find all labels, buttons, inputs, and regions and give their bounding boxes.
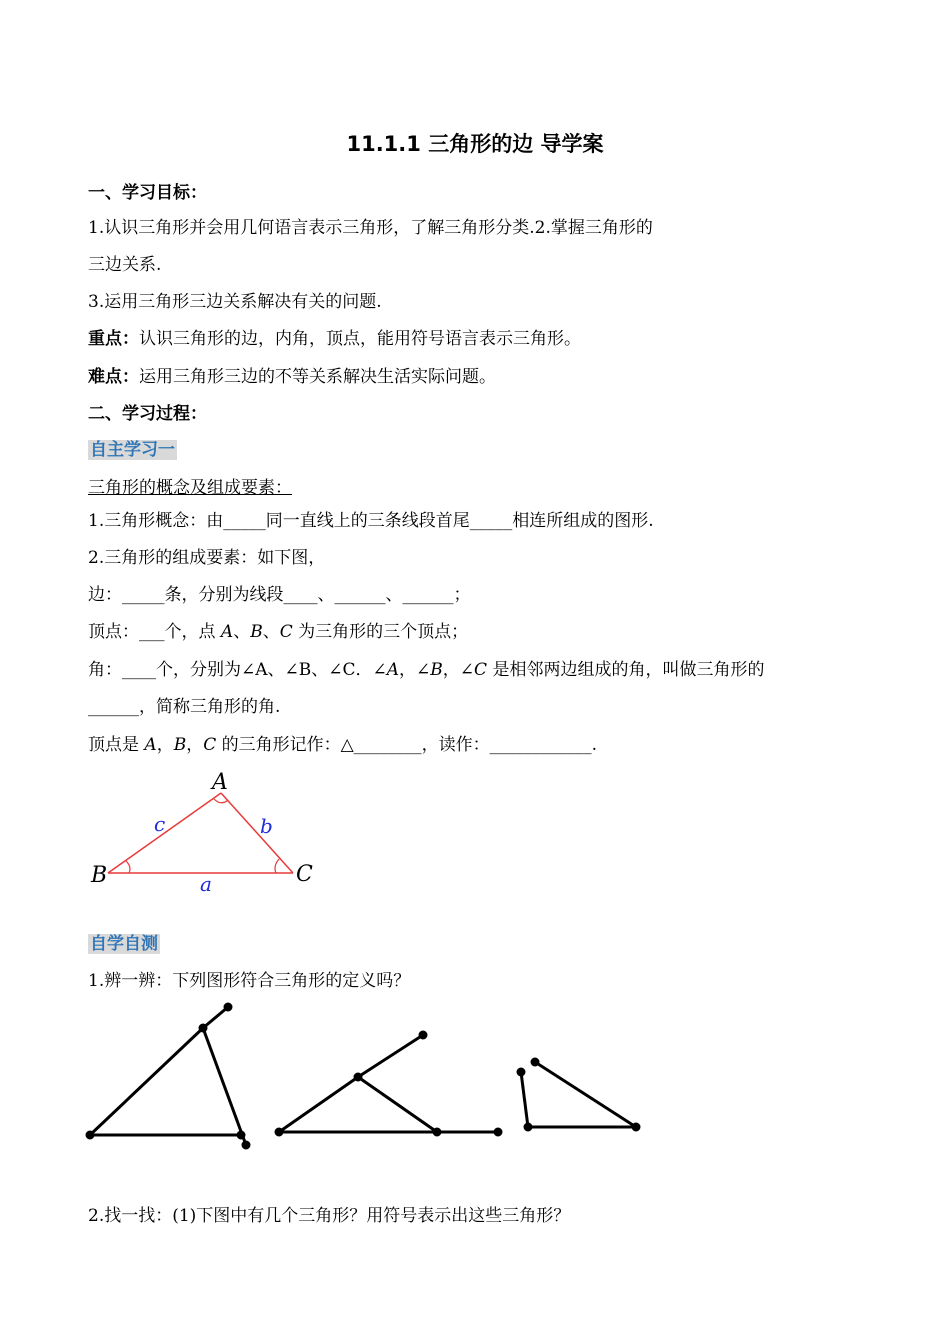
- figure-2-point: [355, 1074, 361, 1080]
- concept-line-1: 1.三角形概念：由_____同一直线上的三条线段首尾_____相连所组成的图形.: [88, 511, 654, 531]
- key-point-text: 认识三角形的边，内角，顶点，能用符号语言表示三角形。: [139, 329, 581, 349]
- figure-1-point: [243, 1142, 249, 1148]
- text-run: 角：____个，分别为∠A、∠B、∠C．∠: [88, 660, 387, 680]
- angle-c-arc: [275, 859, 279, 873]
- self-study-label: 自主学习一: [90, 440, 175, 460]
- text-run: 的三角形记作：△________，读作：____________.: [216, 735, 598, 755]
- question-1: 1.辨一辨：下列图形符合三角形的定义吗？: [88, 971, 411, 991]
- triangle-figure: [88, 765, 328, 895]
- text-run: C: [203, 735, 217, 755]
- concept-line-4: [88, 621, 468, 643]
- text-run: B: [173, 735, 187, 755]
- side-a-label: a: [200, 872, 212, 896]
- key-point: [88, 328, 581, 350]
- section-heading-process: 二、学习过程：: [88, 404, 207, 424]
- side-b-label: b: [260, 814, 273, 838]
- text-run: A: [220, 622, 234, 642]
- angle-b-arc: [126, 861, 130, 873]
- self-test-heading: [88, 933, 160, 955]
- figure-2-point: [276, 1129, 282, 1135]
- figure-3-point: [532, 1059, 538, 1065]
- text-run: 顶点：___个，点: [88, 622, 221, 642]
- figure-2-segment: [279, 1077, 358, 1132]
- text-run: ，: [186, 735, 204, 755]
- difficult-point-label: 难点：: [88, 367, 139, 387]
- figure-1-segment: [203, 1007, 228, 1028]
- text-run: 、: [262, 622, 280, 642]
- concept-line-7: [88, 734, 597, 756]
- concept-line-3: 边：_____条，分别为线段____、______、______；: [88, 585, 471, 605]
- figure-shape-1: [87, 1004, 249, 1148]
- objective-line-1: 1.认识三角形并会用几何语言表示三角形，了解三角形分类.2.掌握三角形的: [88, 218, 653, 238]
- text-run: ，∠: [442, 660, 475, 680]
- text-run: B: [250, 622, 263, 642]
- figure-3-point: [525, 1124, 531, 1130]
- figure-shape-2: [276, 1032, 501, 1135]
- concept-line-5: [88, 659, 764, 681]
- self-study-heading: [88, 439, 177, 461]
- text-run: 顶点是: [88, 735, 145, 755]
- text-run: C: [474, 660, 488, 680]
- concept-line-6: ______，简称三角形的角.: [88, 697, 281, 717]
- figure-1-point: [200, 1025, 206, 1031]
- figure-1-point: [87, 1132, 93, 1138]
- text-run: ，∠: [399, 660, 431, 680]
- concept-line-2: 2.三角形的组成要素：如下图，: [88, 548, 326, 568]
- figure-shape-3: [518, 1059, 639, 1130]
- figure-3-segment: [535, 1062, 636, 1127]
- figure-1-segment: [90, 1028, 203, 1135]
- identify-figures: [0, 995, 950, 1155]
- text-run: ，: [156, 735, 174, 755]
- section-heading-objectives: 一、学习目标：: [88, 183, 207, 203]
- figure-2-segment: [358, 1077, 437, 1132]
- objective-line-2: 三边关系.: [88, 255, 162, 275]
- figure-3-segment: [521, 1072, 528, 1127]
- vertex-a-label: A: [212, 770, 228, 795]
- page-title: 11.1.1 三角形的边 导学案: [346, 132, 604, 156]
- concept-heading: 三角形的概念及组成要素：: [88, 478, 292, 498]
- vertex-c-label: C: [296, 862, 313, 887]
- figure-3-point: [633, 1124, 639, 1130]
- text-run: C: [279, 622, 293, 642]
- figure-1-segment: [203, 1028, 246, 1145]
- key-point-label: 重点：: [88, 329, 139, 349]
- text-run: A: [386, 660, 400, 680]
- figure-3-point: [518, 1069, 524, 1075]
- figure-2-point: [495, 1129, 501, 1135]
- side-c-label: c: [154, 812, 166, 836]
- self-test-label: 自学自测: [90, 934, 158, 954]
- figure-2-point: [434, 1129, 440, 1135]
- vertex-b-label: B: [91, 863, 108, 888]
- text-run: A: [144, 735, 157, 755]
- text-run: 为三角形的三个顶点；: [292, 622, 469, 642]
- difficult-point-text: 运用三角形三边的不等关系解决生活实际问题。: [139, 367, 496, 387]
- figure-1-point: [238, 1132, 244, 1138]
- difficult-point: [88, 366, 496, 388]
- text-run: B: [430, 660, 443, 680]
- figure-2-point: [420, 1032, 426, 1038]
- text-run: 、: [233, 622, 251, 642]
- figure-1-point: [225, 1004, 231, 1010]
- side-b-line: [221, 793, 293, 873]
- objective-line-3: 3.运用三角形三边关系解决有关的问题.: [88, 292, 382, 312]
- figure-2-segment: [358, 1035, 423, 1077]
- question-2: 2.找一找：(1)下图中有几个三角形？用符号表示出这些三角形？: [88, 1206, 571, 1226]
- text-run: 是相邻两边组成的角，叫做三角形的: [487, 660, 765, 680]
